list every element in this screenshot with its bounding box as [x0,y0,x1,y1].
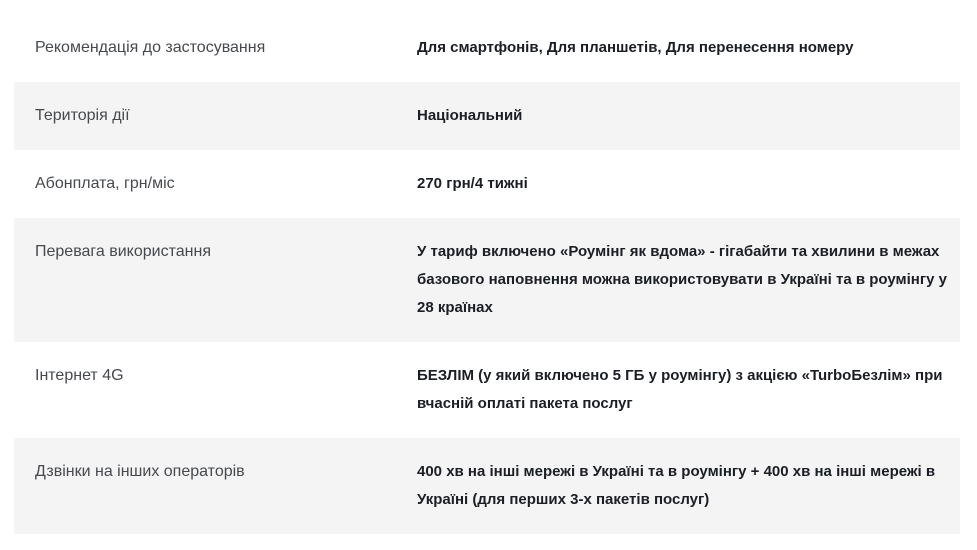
table-row-recommendation [14,14,960,82]
row-value-subscription-fee: 270 грн/4 тижні [417,175,528,192]
row-label-subscription-fee: Абонплата, грн/міс [35,175,175,192]
table-row-internet-4g [14,342,960,438]
row-label-territory: Територія дії [35,107,130,124]
row-value-recommendation: Для смартфонів, Для планшетів, Для перенесення номеру [417,39,854,56]
tariff-spec-table [14,14,960,534]
row-value-usage-benefit: У тариф включено «Роумінг як вдома» - гігабайти та хвилини в межах базового наповнення можна використовувати в Україні та в роумінгу у 28 країнах [417,243,947,316]
row-value-territory: Національний [417,107,523,124]
row-label-calls-other-operators: Дзвінки на інших операторів [35,463,245,480]
table-row-subscription-fee [14,150,960,218]
row-label-recommendation: Рекомендація до застосування [35,39,266,56]
table-row-calls-other-operators [14,438,960,534]
table-row-territory [14,82,960,150]
row-value-calls-other-operators: 400 хв на інші мережі в Україні та в роумінгу + 400 хв на інші мережі в Україні (для перших 3-х пакетів послуг) [417,463,936,508]
row-value-internet-4g: БЕЗЛІМ (у який включено 5 ГБ у роумінгу) з акцією «TurboБезлім» при вчасній оплаті пакета послуг [417,367,943,412]
row-label-internet-4g: Інтернет 4G [35,367,124,384]
table-row-usage-benefit [14,218,960,342]
row-label-usage-benefit: Перевага використання [35,243,211,260]
